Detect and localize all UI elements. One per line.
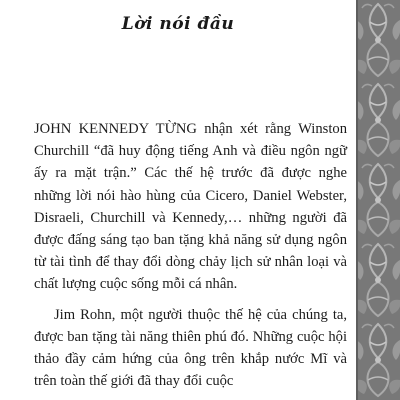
paragraph-1: JOHN KENNEDY TỪNG nhận xét rằng Winston Churchill “đã huy động tiếng Anh và điều ngôn ngữ ấy ra mặt trận.” Các thế hệ trước đã được nghe những lời nói hào hùng của Cicero, Daniel Webster, Disraeli, Churchill và Kennedy,… những người đã được đấng sáng tạo ban tặng khả năng sử dụng ngôn từ tài tình để thay đổi dòng chảy lịch sử nhân loại và chất lượng cuộc sống mỗi cá nhân.: [34, 121, 347, 293]
decorative-side-panel: [356, 0, 400, 400]
damask-ornament-icon: [356, 0, 400, 400]
page-title: Lời nói đầu: [121, 14, 235, 34]
body-text: [34, 118, 347, 392]
paragraph-2: Jim Rohn, một người thuộc thế hệ của chúng ta, được ban tặng tài năng thiên phú đó. Những cuộc hội thảo đầy cảm hứng của ông trên khắp nước Mĩ và trên toàn thế giới đã thay đổi cuộc: [34, 306, 347, 390]
